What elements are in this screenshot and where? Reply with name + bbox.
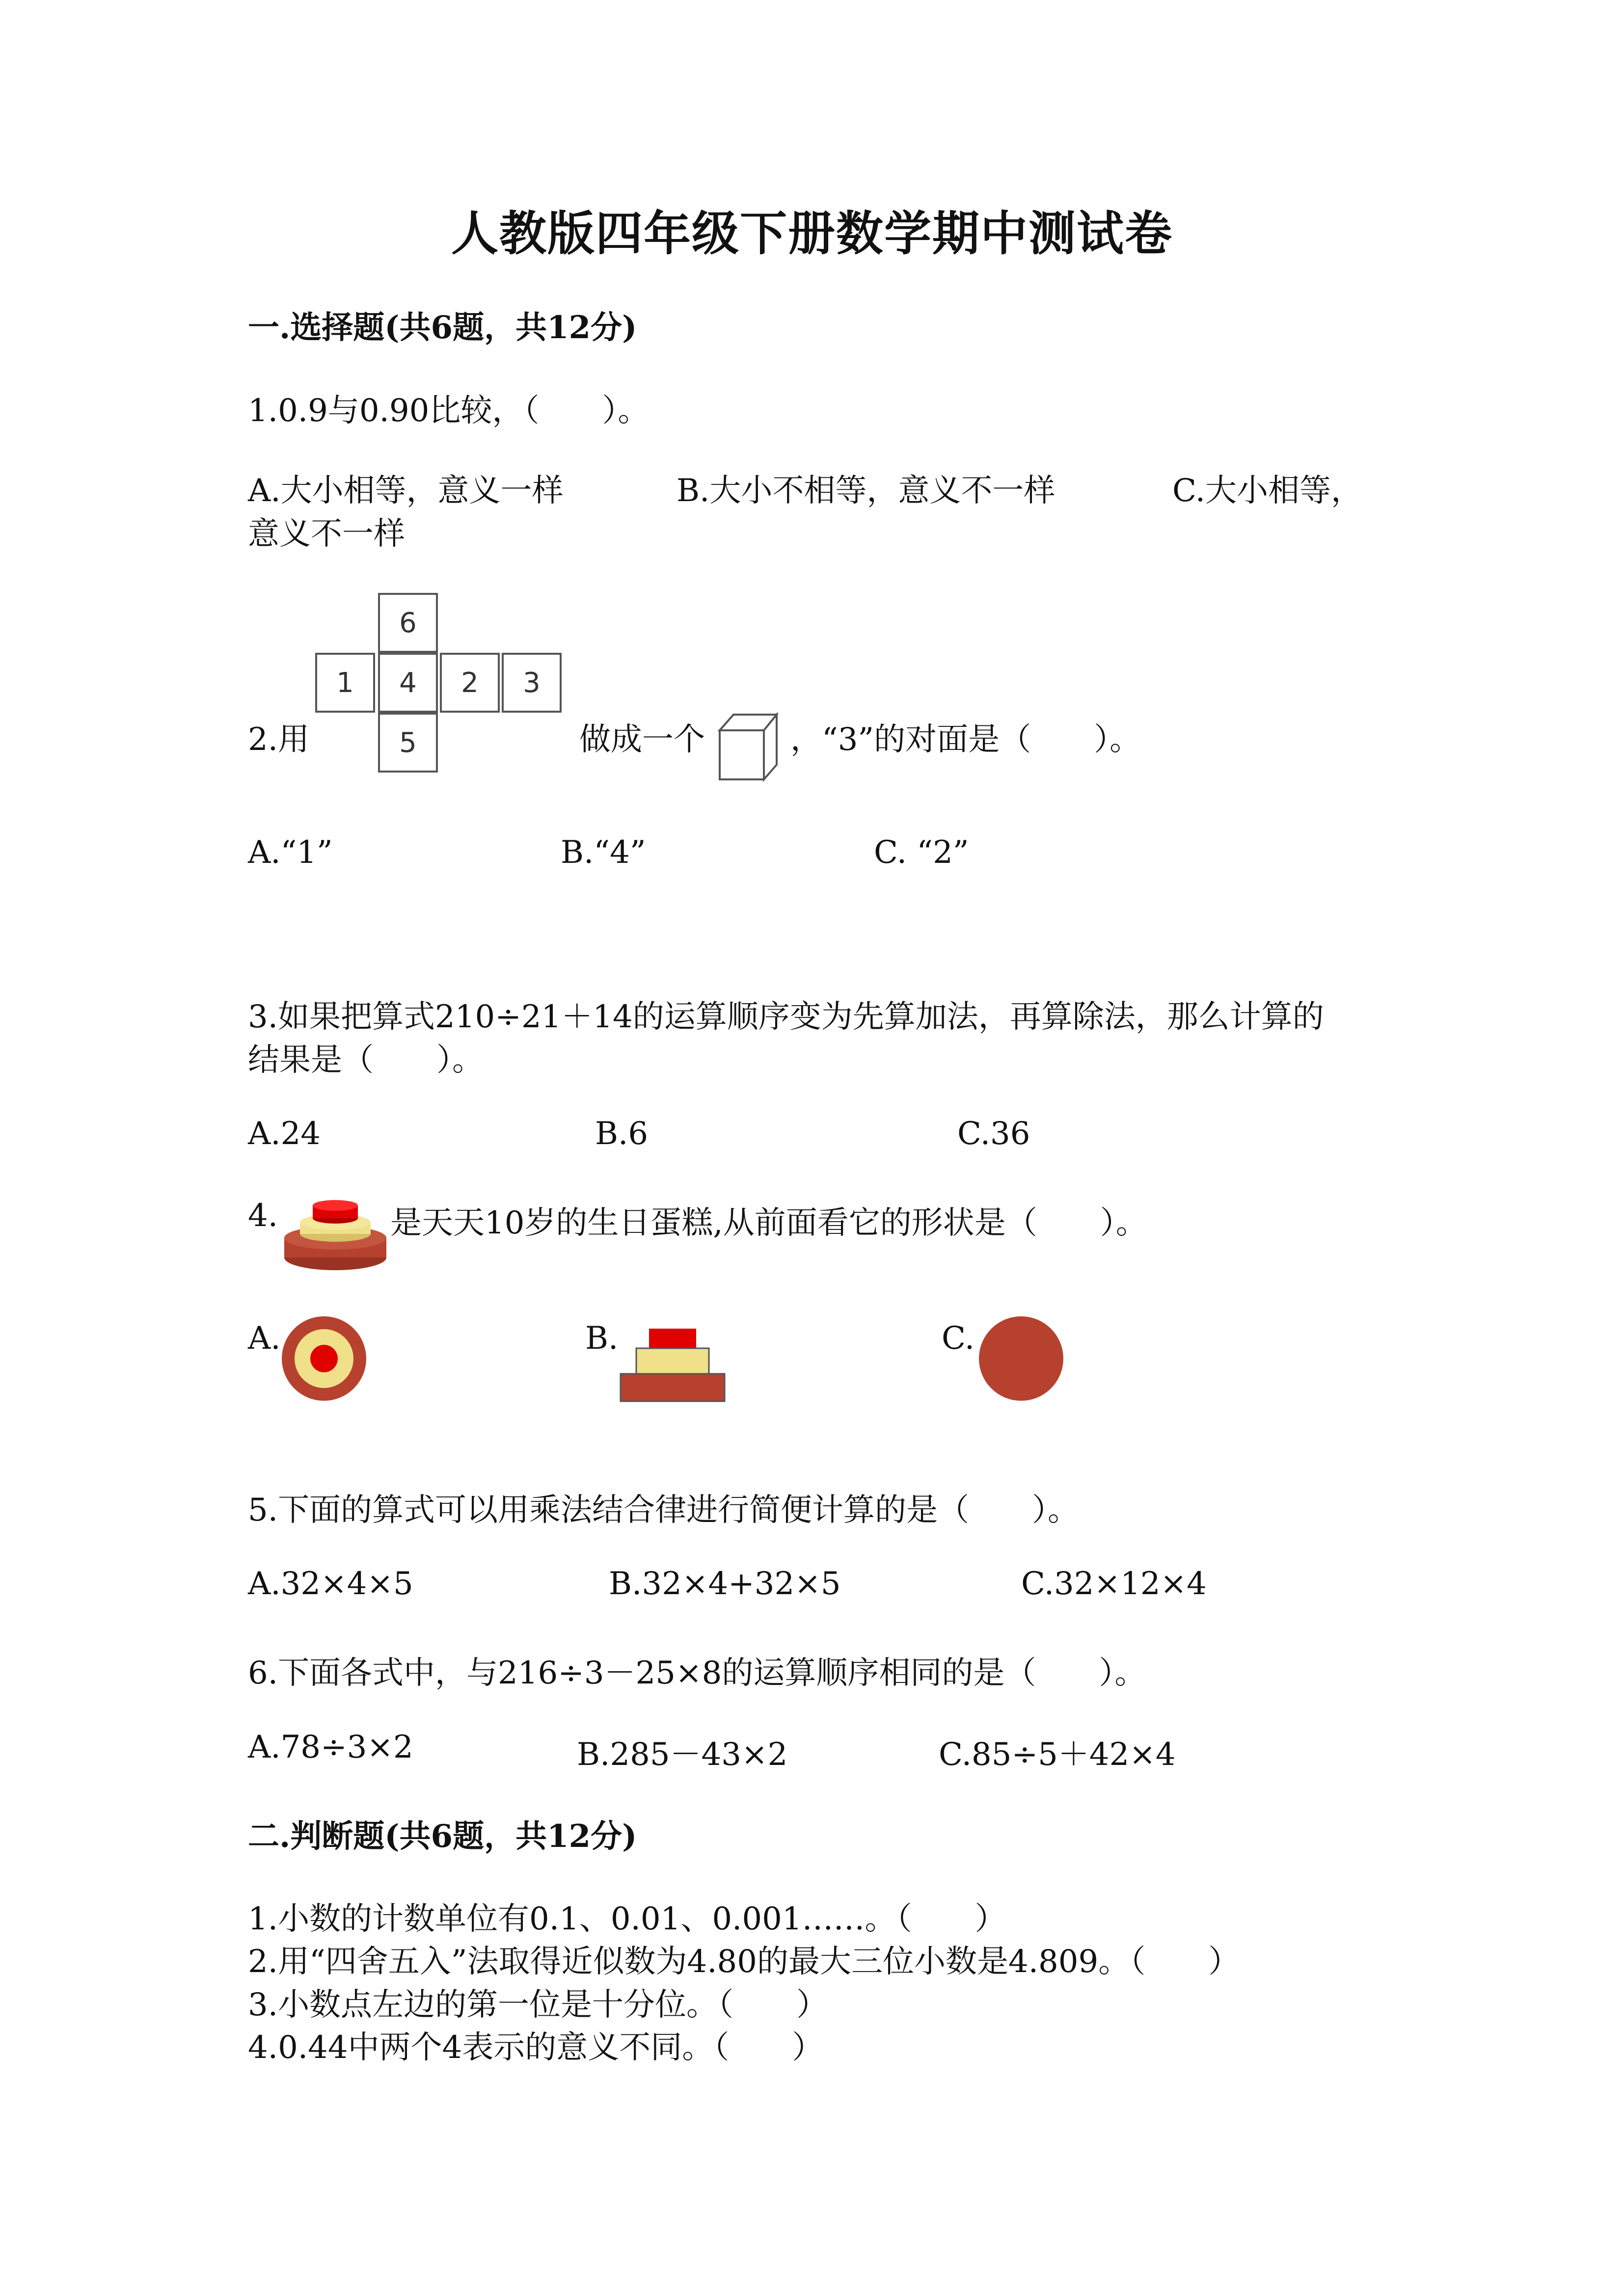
solid-circle-view-icon [978,1315,1064,1402]
stacked-front-view-icon [620,1328,726,1402]
q6-option-a[interactable]: A.78÷3×2 [248,1729,413,1765]
q1-option-a[interactable]: A.大小相等，意义一样 [248,473,564,509]
q6-stem: 6.下面各式中，与216÷3－25×8的运算顺序相同的是（ ）。 [248,1655,1146,1691]
section-1-heading: 一.选择题(共6题，共12分) [248,309,637,346]
q1-option-b[interactable]: B.大小不相等，意义不一样 [677,473,1056,509]
net-face: 5 [378,713,438,773]
net-face: 6 [378,593,438,653]
q3-stem-line2: 结果是（ ）。 [248,1042,484,1078]
q2-suffix: ，“3”的对面是（ ）。 [790,721,1141,758]
q3-option-b[interactable]: B.6 [595,1116,649,1152]
q5-option-c[interactable]: C.32×12×4 [1021,1566,1207,1602]
q3-option-c[interactable]: C.36 [957,1116,1030,1152]
q2-option-b[interactable]: B.“4” [561,834,646,871]
net-face: 4 [378,653,438,713]
q1-option-c-continued: 意义不一样 [248,516,405,552]
q6-option-b[interactable]: B.285－43×2 [577,1736,788,1773]
q4-option-c[interactable]: C. [942,1320,975,1357]
q4-prefix: 4. [248,1198,278,1234]
q4-option-b[interactable]: B. [585,1320,619,1357]
judge-item-3: 3.小数点左边的第一位是十分位。（ ） [248,1987,828,2023]
q1-stem: 1.0.9与0.90比较，（ ）。 [248,393,650,429]
net-face: 2 [440,653,500,713]
q3-option-a[interactable]: A.24 [248,1116,321,1152]
net-face: 3 [502,653,562,713]
net-face: 1 [315,653,375,713]
q2-middle: 做成一个 [579,721,705,758]
section-2-heading: 二.判断题(共6题，共12分) [248,1818,637,1855]
cube-icon [717,711,779,784]
cake-icon [282,1194,388,1272]
q2-option-a[interactable]: A.“1” [248,834,333,871]
q5-option-b[interactable]: B.32×4+32×5 [609,1566,841,1602]
q2-prefix: 2.用 [248,721,310,758]
q5-option-a[interactable]: A.32×4×5 [248,1566,413,1602]
q6-option-c[interactable]: C.85÷5＋42×4 [939,1736,1176,1773]
q3-stem-line1: 3.如果把算式210÷21＋14的运算顺序变为先算加法，再算除法，那么计算的 [248,999,1324,1035]
target-circle-view-icon [281,1315,367,1402]
q1-option-c[interactable]: C.大小相等， [1172,473,1363,509]
judge-item-2: 2.用“四舍五入”法取得近似数为4.80的最大三位小数是4.809。（ ） [248,1944,1240,1980]
q4-option-a[interactable]: A. [248,1320,281,1357]
judge-item-1: 1.小数的计数单位有0.1、0.01、0.001……。（ ） [248,1901,1006,1937]
q2-option-c[interactable]: C. “2” [874,834,969,871]
judge-item-4: 4.0.44中两个4表示的意义不同。（ ） [248,2029,824,2066]
page-title: 人教版四年级下册数学期中测试卷 [451,206,1173,261]
cube-net-figure [315,593,568,782]
q4-stem: 是天天10岁的生日蛋糕,从前面看它的形状是（ ）。 [390,1205,1147,1241]
q5-stem: 5.下面的算式可以用乘法结合律进行简便计算的是（ ）。 [248,1492,1080,1528]
